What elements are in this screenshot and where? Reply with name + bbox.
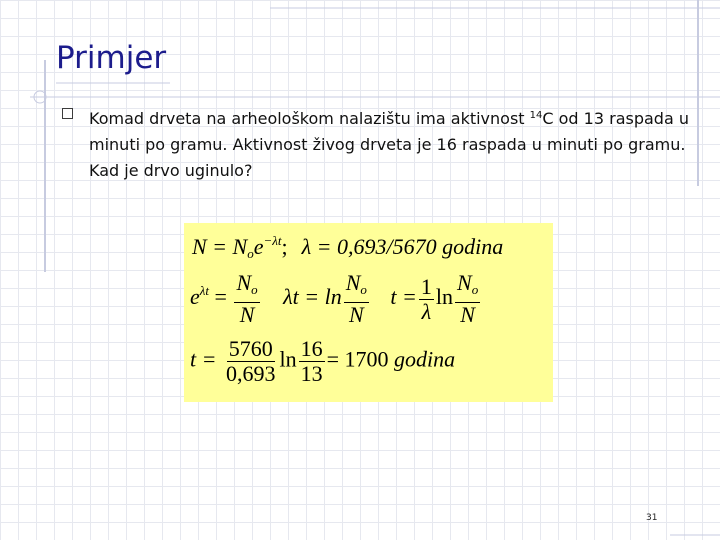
slide-title: Primjer bbox=[56, 40, 167, 76]
ratio-fraction-3 bbox=[455, 271, 480, 327]
decay-law-exponent: −λt bbox=[263, 233, 282, 248]
ln-3: ln bbox=[279, 346, 297, 372]
bullet-text bbox=[89, 103, 699, 184]
decay-law-sub: o bbox=[247, 246, 254, 261]
page-number: 31 bbox=[646, 513, 658, 523]
ratio-2-den: N bbox=[348, 302, 364, 327]
ratio-2-num-sub: o bbox=[360, 282, 367, 297]
ratio-fraction-1 bbox=[234, 271, 259, 327]
one: 1 bbox=[420, 273, 432, 299]
bullet-marker bbox=[62, 108, 73, 119]
ratio-fraction-2 bbox=[344, 271, 369, 327]
ratio-2-num: N bbox=[345, 270, 361, 295]
ratio-3-num: N bbox=[457, 270, 472, 295]
decay-law-e: e bbox=[253, 234, 264, 259]
half-life-den: 0,693 bbox=[225, 361, 276, 386]
exp-base: e bbox=[190, 284, 200, 310]
result-t-equals: t = bbox=[190, 346, 217, 372]
bullet-text-part2: C od 13 raspada u minuti po gramu. Aktivnost živog drveta je 16 raspada u minuti po gramu. Kad je drvo uginulo? bbox=[89, 109, 689, 180]
decay-law-semicolon: ; bbox=[281, 234, 288, 259]
ratio-1-num: N bbox=[236, 270, 252, 295]
formula-line-2 bbox=[190, 271, 482, 327]
exp-exponent: λt bbox=[199, 283, 210, 299]
ln-2: ln bbox=[435, 284, 454, 310]
formula-line-3 bbox=[190, 337, 455, 386]
formula-line-1 bbox=[192, 233, 503, 262]
isotope-mass-number: 14 bbox=[529, 110, 543, 121]
result-unit: godina bbox=[394, 346, 456, 372]
bullet-text-part1: Komad drveta na arheološkom nalazištu ima aktivnost bbox=[89, 109, 530, 128]
ratio-1-den: N bbox=[239, 302, 255, 327]
activity-ratio-fraction bbox=[299, 337, 325, 386]
activity-ratio-den: 13 bbox=[300, 361, 323, 386]
lambda-t-ln: λt = ln bbox=[283, 284, 342, 310]
formula-box bbox=[184, 223, 553, 402]
lambda-unit: godina bbox=[442, 234, 504, 259]
lambda-value: λ = 0,693/5670 bbox=[301, 234, 443, 259]
decay-law-lhs: N = N bbox=[192, 234, 248, 259]
inverse-lambda-fraction bbox=[419, 275, 434, 324]
lambda-den: λ bbox=[421, 298, 432, 324]
t-equals: t = bbox=[390, 284, 417, 310]
ratio-1-num-sub: o bbox=[251, 282, 258, 297]
ratio-3-num-sub: o bbox=[471, 282, 479, 297]
activity-ratio-num: 16 bbox=[300, 336, 323, 361]
half-life-num: 5760 bbox=[228, 336, 273, 361]
ratio-3-den: N bbox=[460, 302, 475, 327]
result-value: = 1700 bbox=[326, 346, 395, 372]
equals-sign: = bbox=[214, 284, 227, 310]
half-life-fraction bbox=[224, 337, 278, 386]
